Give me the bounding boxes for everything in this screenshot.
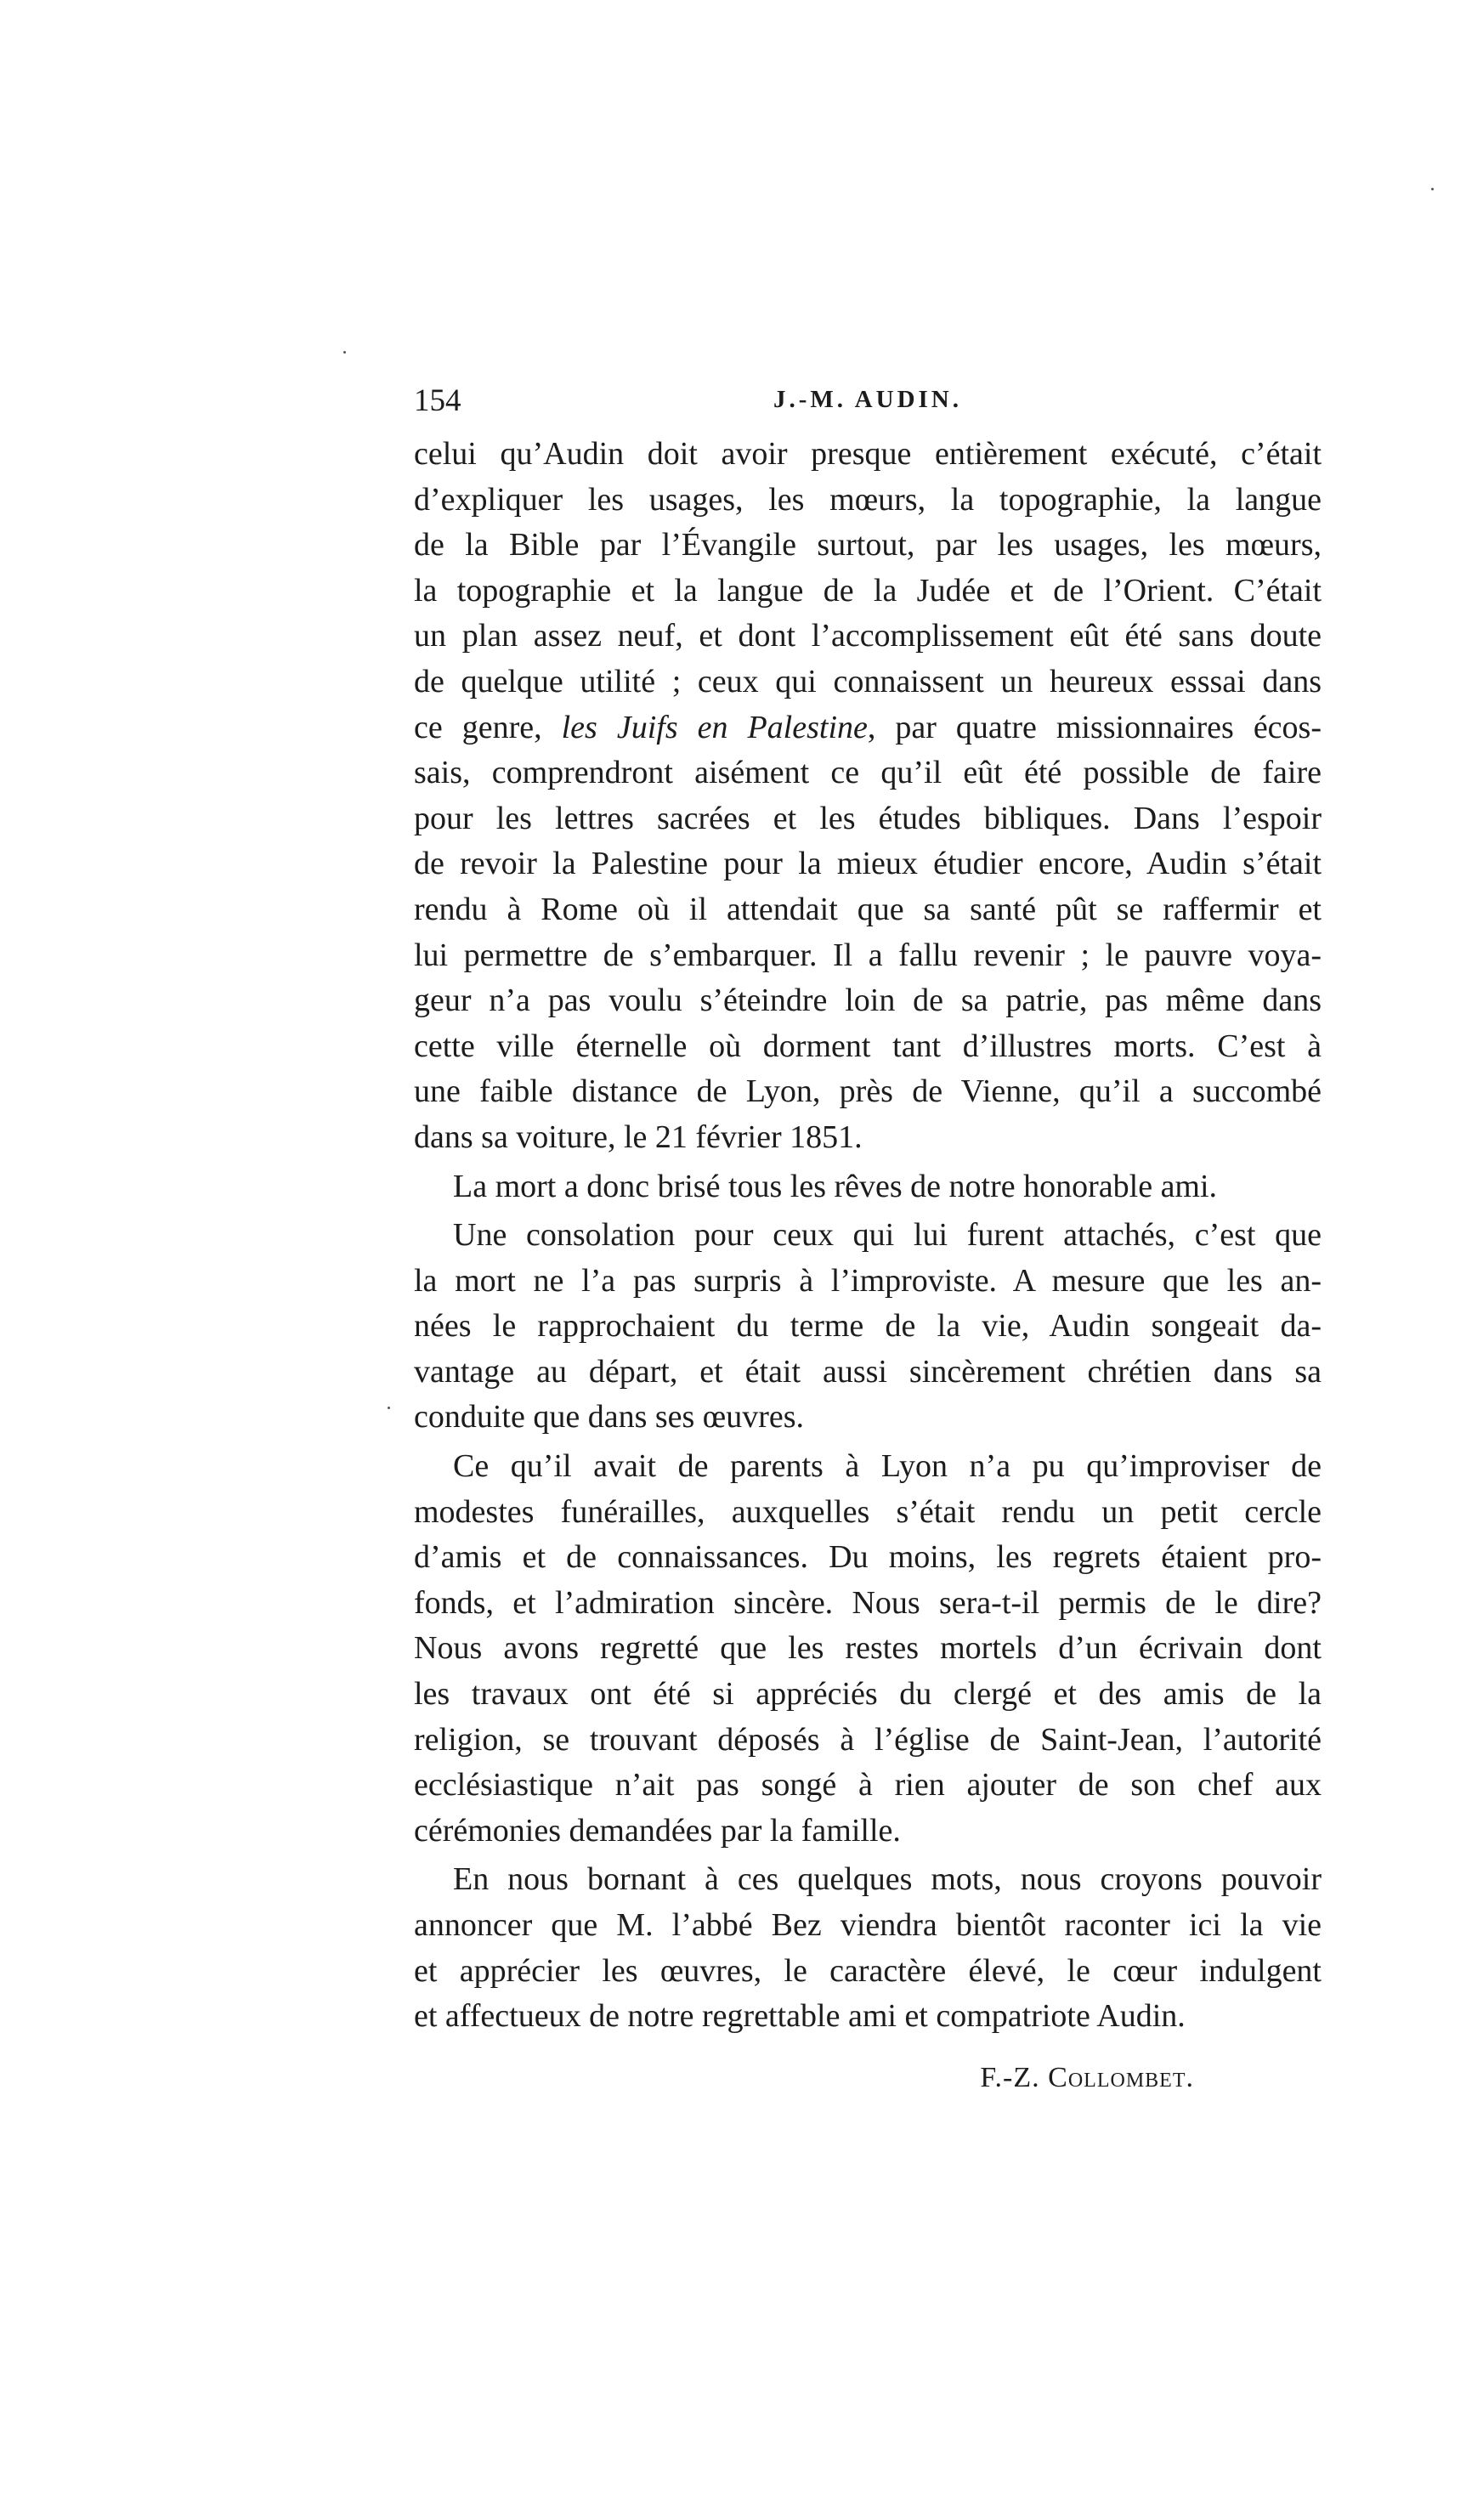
text-block — [414, 379, 1322, 2101]
text-line: et apprécier les œuvres, le caractère élevé, le cœur indulgent — [414, 1952, 1322, 1989]
text-line: la mort ne l’a pas surpris à l’improviste. A mesure que les an- — [414, 1262, 1322, 1299]
text-line: de quelque utilité ; ceux qui connaissent un heureux esssai dans — [414, 663, 1322, 699]
text-line: de revoir la Palestine pour la mieux étudier encore, Audin s’était — [414, 846, 1322, 882]
text-line: vantage au départ, et était aussi sincèrement chrétien dans sa — [414, 1353, 1322, 1390]
text-line: nées le rapprochaient du terme de la vie, Audin songeait da- — [414, 1308, 1322, 1345]
text-line: d’expliquer les usages, les mœurs, la topographie, la langue — [414, 481, 1322, 518]
running-header — [414, 379, 1322, 430]
text-line: dans sa voiture, le 21 février 1851. — [414, 1118, 863, 1155]
paragraph-5 — [414, 1857, 1322, 2039]
text-line: celui qu’Audin doit avoir presque entièrement exécuté, c’était — [414, 436, 1322, 472]
text-line: sais, comprendront aisément ce qu’il eût été possible de faire — [414, 755, 1322, 791]
text-line: un plan assez neuf, et dont l’accomplissement eût été sans doute — [414, 618, 1322, 654]
text-line: Ce qu’il avait de parents à Lyon n’a pu qu’improviser de — [453, 1448, 1322, 1485]
text-line: ecclésiastique n’ait pas songé à rien ajouter de son chef aux — [414, 1767, 1322, 1804]
signature-surname: Collombet. — [1048, 2061, 1194, 2093]
print-speck — [343, 351, 346, 354]
text-line: la topographie et la langue de la Judée et de l’Orient. C’était — [414, 572, 1322, 609]
text-line: d’amis et de connaissances. Du moins, les regrets étaient pro- — [414, 1539, 1322, 1576]
text-line: et affectueux de notre regrettable ami et compatriote Audin. — [414, 1998, 1186, 2035]
text-line: conduite que dans ses œuvres. — [414, 1399, 805, 1436]
paragraph-4 — [414, 1444, 1322, 1854]
text-line: religion, se trouvant déposés à l’église de Saint-Jean, l’autorité — [414, 1721, 1322, 1758]
signature-initials: F.-Z. — [980, 2061, 1040, 2093]
text-line: pour les lettres sacrées et les études bibliques. Dans l’espoir — [414, 800, 1322, 836]
signature — [414, 2055, 1322, 2101]
text-line: modestes funérailles, auxquelles s’était rendu un petit cercle — [414, 1493, 1322, 1530]
text-line: fonds, et l’admiration sincère. Nous sera-t-il permis de le dire? — [414, 1584, 1322, 1621]
text-line-with-italic-title: ce genre, les Juifs en Palestine, par quatre missionnaires écos- — [414, 709, 1322, 745]
text-line: cérémonies demandées par la famille. — [414, 1812, 901, 1849]
text-line: une faible distance de Lyon, près de Vienne, qu’il a succombé — [414, 1073, 1322, 1110]
text-line: les travaux ont été si appréciés du clergé et des amis de la — [414, 1676, 1322, 1713]
text-line: Nous avons regretté que les restes mortels d’un écrivain dont — [414, 1630, 1322, 1667]
text-line: de la Bible par l’Évangile surtout, par les usages, les mœurs, — [414, 527, 1322, 563]
print-speck — [1431, 188, 1434, 190]
text-line: annoncer que M. l’abbé Bez viendra bientôt raconter ici la vie — [414, 1907, 1322, 1943]
text-line: cette ville éternelle où dorment tant d’illustres morts. C’est à — [414, 1028, 1322, 1064]
page-number: 154 — [414, 383, 461, 418]
paragraph-2 — [414, 1164, 1322, 1210]
print-speck — [388, 1407, 390, 1409]
text-line: Une consolation pour ceux qui lui furent attachés, c’est que — [453, 1217, 1322, 1254]
book-title: les Juifs en Palestine — [561, 709, 868, 745]
text-line: La mort a donc brisé tous les rêves de notre honorable ami. — [453, 1168, 1218, 1204]
text-line: rendu à Rome où il attendait que sa santé pût se raffermir et — [414, 891, 1322, 927]
paragraph-1 — [414, 432, 1322, 1161]
text-line: En nous bornant à ces quelques mots, nous croyons pouvoir — [453, 1861, 1322, 1898]
paragraph-3 — [414, 1213, 1322, 1441]
text-line: geur n’a pas voulu s’éteindre loin de sa patrie, pas même dans — [414, 983, 1322, 1019]
text-line: lui permettre de s’embarquer. Il a fallu revenir ; le pauvre voya- — [414, 937, 1322, 973]
running-title: J.-M. AUDIN. — [773, 386, 962, 413]
